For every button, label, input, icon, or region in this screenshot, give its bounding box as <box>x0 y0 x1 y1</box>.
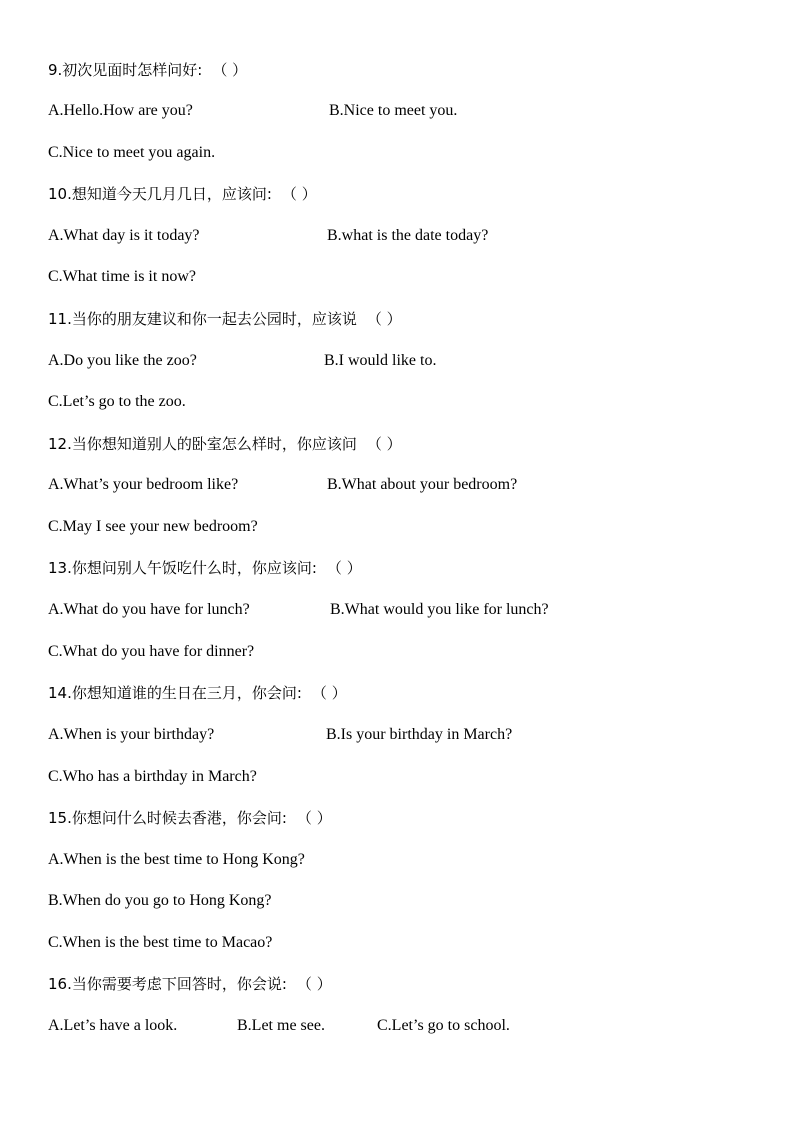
answer-blank: （ ） <box>326 559 362 577</box>
question-13-stem <box>48 558 362 578</box>
question-9-stem <box>48 60 247 80</box>
question-11-option-c: C.Let’s go to the zoo. <box>48 393 186 410</box>
answer-blank: （ ） <box>296 809 332 827</box>
answer-blank: （ ） <box>366 310 402 328</box>
question-10-option-c: C.What time is it now? <box>48 268 196 285</box>
question-stem-text: 10.想知道今天几月几日，应该问: <box>48 185 272 203</box>
option-a: A.What day is it today? <box>48 227 200 244</box>
option-b: B.What about your bedroom? <box>327 476 518 493</box>
question-13-option-c: C.What do you have for dinner? <box>48 643 255 660</box>
question-14-stem <box>48 683 347 703</box>
question-15-option-b: B.When do you go to Hong Kong? <box>48 892 272 909</box>
question-15-stem <box>48 808 332 828</box>
question-stem-text: 13.你想问别人午饭吃什么时，你应该问: <box>48 559 317 577</box>
question-stem-text: 16.当你需要考虑下回答时，你会说: <box>48 975 287 993</box>
option-b: B.I would like to. <box>324 352 437 369</box>
option-a: A.Do you like the zoo? <box>48 352 197 369</box>
option-a: A.What do you have for lunch? <box>48 601 250 618</box>
question-11-stem <box>48 309 402 329</box>
question-stem-text: 15.你想问什么时候去香港，你会问: <box>48 809 287 827</box>
option-b: B.Nice to meet you. <box>329 102 458 119</box>
option-a: A.What’s your bedroom like? <box>48 476 239 493</box>
option-b: B.Let me see. <box>237 1017 325 1034</box>
question-9-option-c: C.Nice to meet you again. <box>48 144 216 161</box>
question-10-stem <box>48 184 317 204</box>
answer-blank: （ ） <box>212 61 248 79</box>
question-12-stem <box>48 434 402 454</box>
option-a: A.When is your birthday? <box>48 726 215 743</box>
option-b: B.what is the date today? <box>327 227 489 244</box>
question-15-option-a: A.When is the best time to Hong Kong? <box>48 851 305 868</box>
question-stem-text: 11.当你的朋友建议和你一起去公园时，应该说 <box>48 310 357 328</box>
answer-blank: （ ） <box>366 435 402 453</box>
option-a: A.Let’s have a look. <box>48 1017 178 1034</box>
answer-blank: （ ） <box>311 684 347 702</box>
question-15-option-c: C.When is the best time to Macao? <box>48 934 273 951</box>
question-stem-text: 9.初次见面时怎样问好: <box>48 61 203 79</box>
answer-blank: （ ） <box>281 185 317 203</box>
question-stem-text: 14.你想知道谁的生日在三月，你会问: <box>48 684 302 702</box>
question-14-option-c: C.Who has a birthday in March? <box>48 768 257 785</box>
question-12-option-c: C.May I see your new bedroom? <box>48 518 258 535</box>
option-a: A.Hello.How are you? <box>48 102 193 119</box>
option-b: B.What would you like for lunch? <box>330 601 549 618</box>
question-stem-text: 12.当你想知道别人的卧室怎么样时，你应该问 <box>48 435 357 453</box>
question-16-stem <box>48 974 332 994</box>
option-b: B.Is your birthday in March? <box>326 726 513 743</box>
answer-blank: （ ） <box>296 975 332 993</box>
option-c: C.Let’s go to school. <box>377 1017 510 1034</box>
